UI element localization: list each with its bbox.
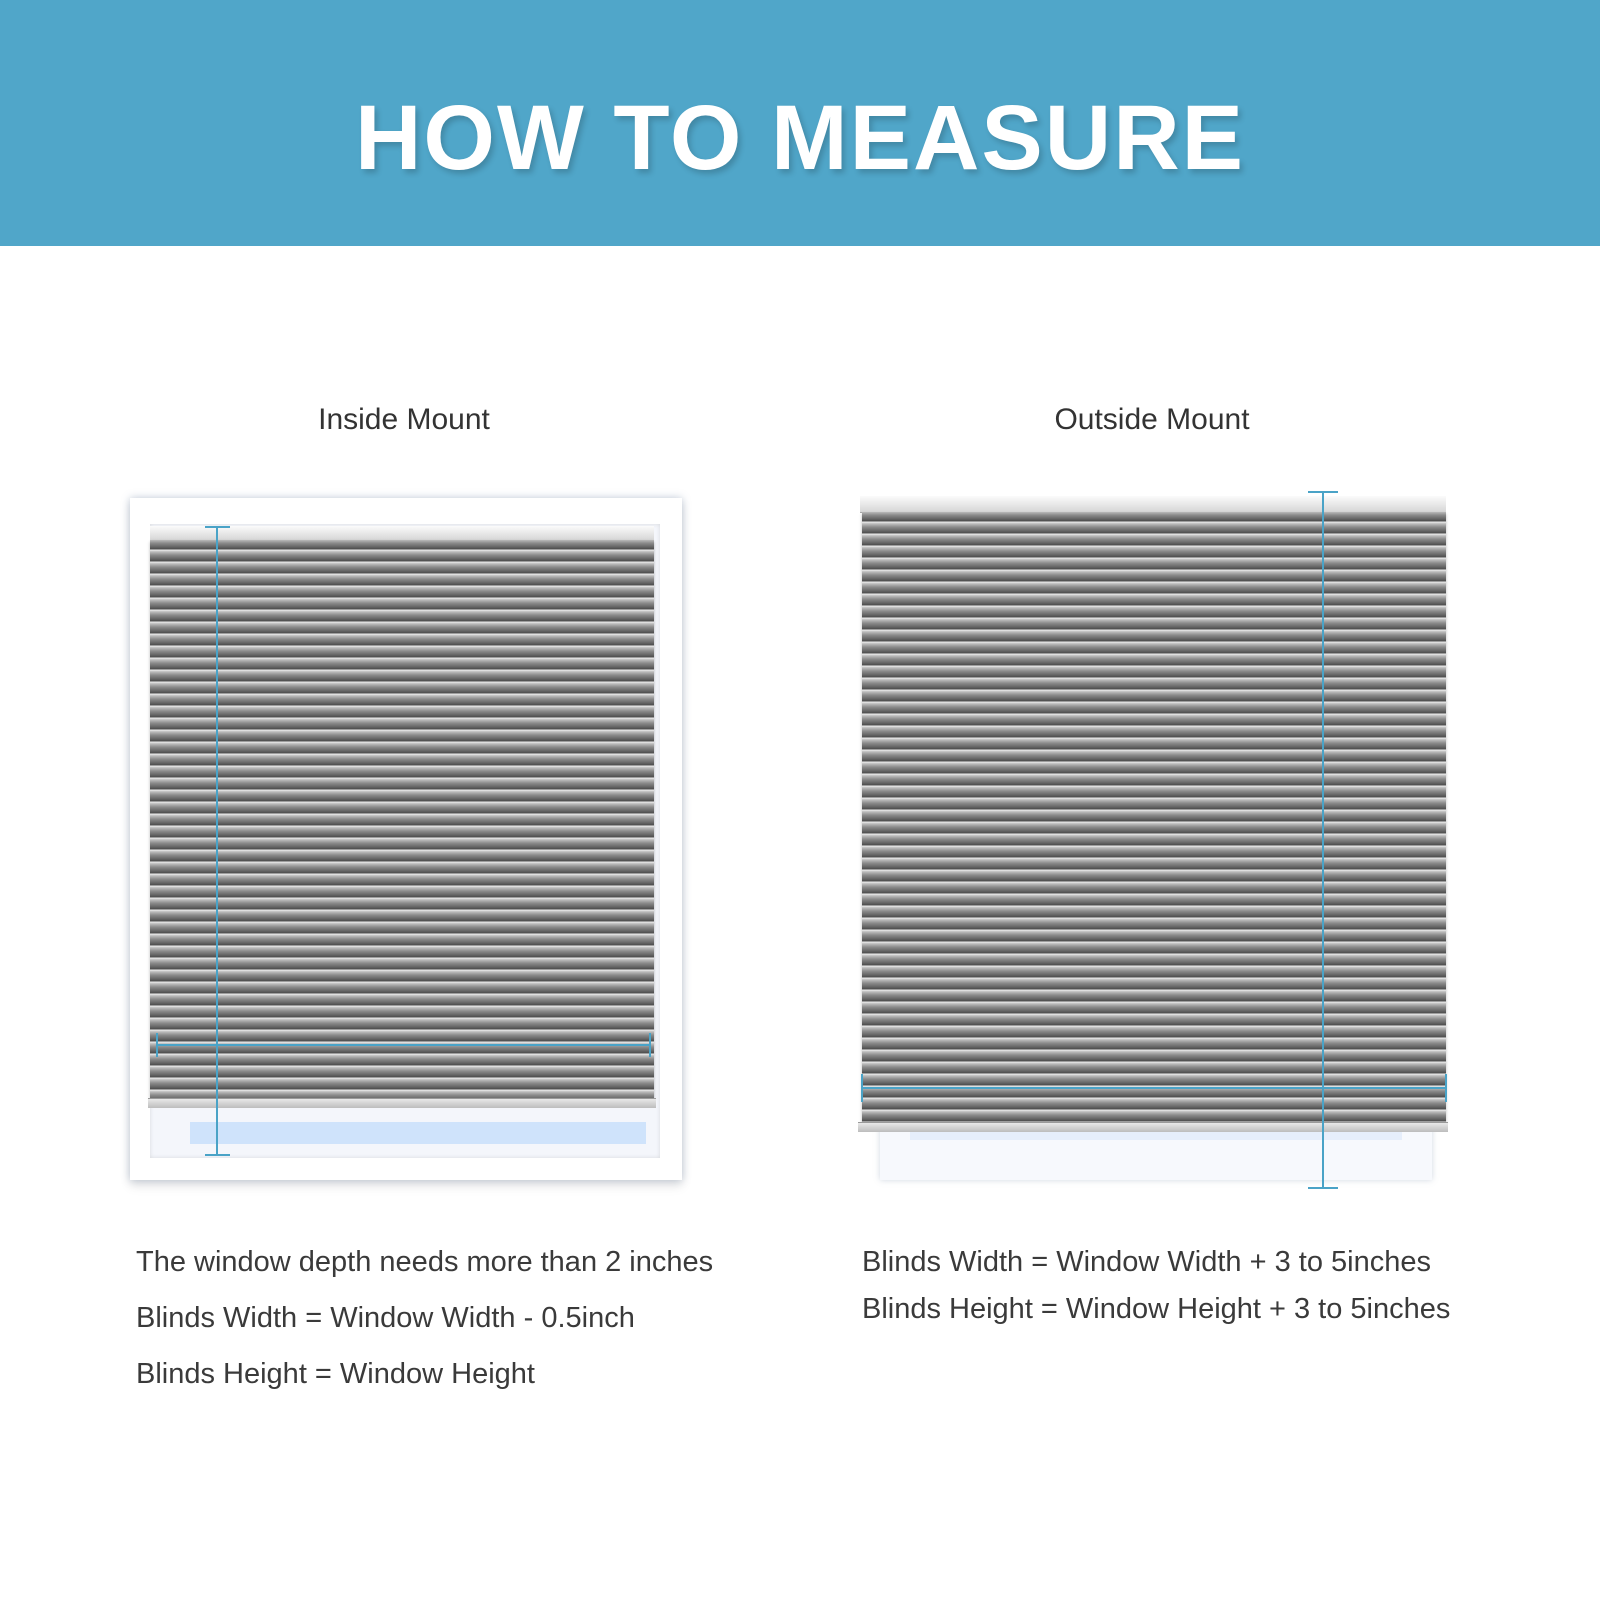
outside-blind-headrail [860,496,1446,513]
inside-note-width: Blinds Width = Window Width - 0.5inch [136,1302,635,1334]
header-banner [0,0,1600,246]
inside-note-height: Blinds Height = Window Height [136,1358,535,1390]
inside-blind-bottomrail [148,1098,656,1108]
inside-blind-headrail [150,526,654,541]
inside-window-glass [190,1122,646,1144]
outside-mount-title: Outside Mount [1054,403,1250,436]
outside-blind-bottomrail [858,1122,1448,1132]
inside-mount-blind [150,540,654,1098]
inside-mount-title: Inside Mount [318,403,490,436]
page-title: HOW TO MEASURE [354,87,1246,189]
outside-mount-blind [862,512,1446,1122]
inside-note-depth: The window depth needs more than 2 inches [136,1246,714,1278]
outside-note-width: Blinds Width = Window Width + 3 to 5inches [862,1246,1431,1278]
outside-note-height: Blinds Height = Window Height + 3 to 5inches [862,1293,1451,1325]
